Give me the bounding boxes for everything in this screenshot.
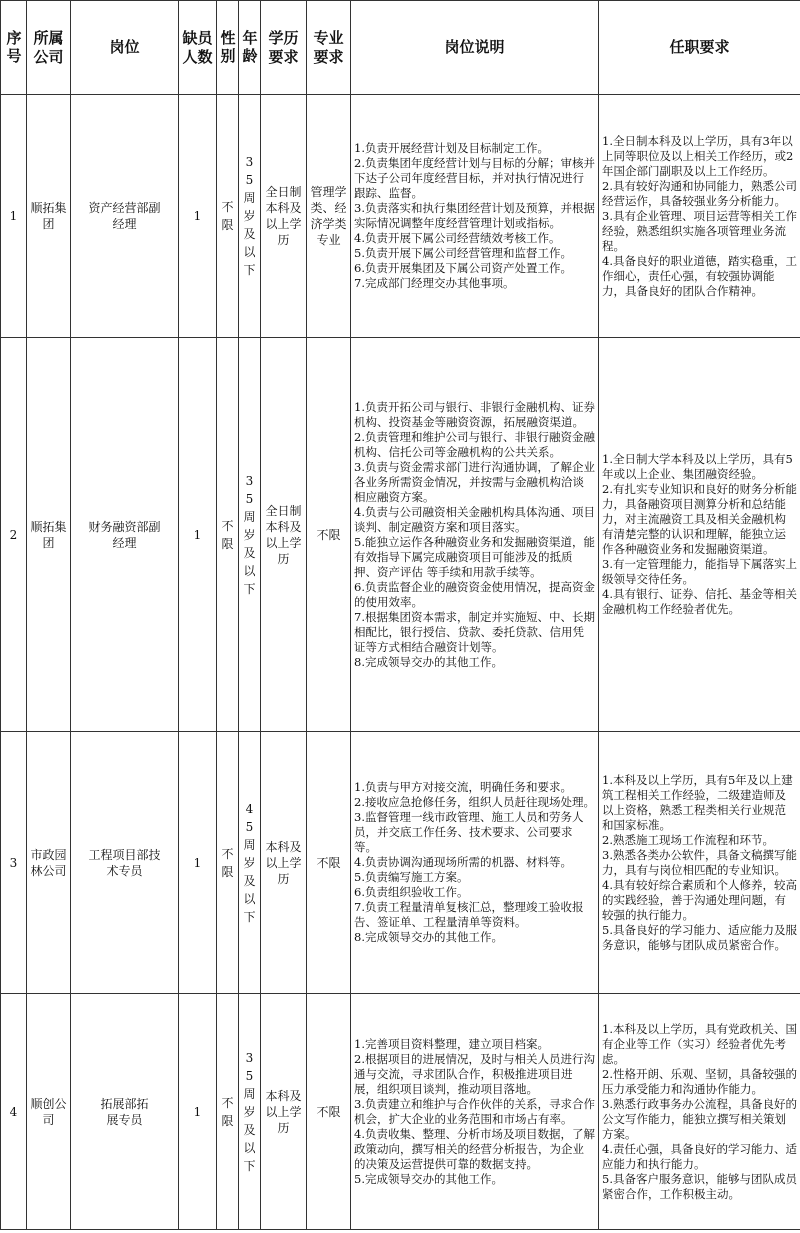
duty-item: 4.负责收集、整理、分析市场及项目数据，了解政策动向，撰写相关的经营分析报告，为企业的决策及运营提供可靠的数据支持。 [354, 1126, 595, 1171]
requirement-item: 3.熟悉行政事务办公流程，具备良好的公文写作能力，能独立撰写相关策划方案。 [602, 1096, 797, 1141]
company-cell: 顺创公司 [27, 994, 71, 1230]
duty-item: 5.负责开展下属公司经营管理和监督工作。 [354, 246, 572, 260]
requirement-item: 1.本科及以上学历，具有党政机关、国有企业等工作（实习）经验者优先考虑。 [602, 1021, 797, 1066]
duties-cell [351, 732, 599, 994]
duty-item: 5.负责编写施工方案。 [354, 870, 469, 884]
row-number: 3 [1, 732, 27, 994]
requirements-cell [599, 338, 800, 732]
requirement-item: 4.具备良好的职业道德，踏实稳重，工作细心，责任心强，有较强协调能力，具备良好的团队合作精神。 [602, 253, 797, 298]
row-number: 2 [1, 338, 27, 732]
table-row [1, 95, 800, 338]
header-cell: 专业要求 [307, 1, 351, 95]
company-cell: 市政园林公司 [27, 732, 71, 994]
gender-cell: 不限 [217, 994, 239, 1230]
gender-cell: 不限 [217, 95, 239, 338]
duty-item: 8.完成领导交办的其他工作。 [354, 930, 503, 944]
requirement-item: 4.具有较好综合素质和个人修养，较高的实践经验，善于沟通处理问题，有较强的执行能力。 [602, 877, 797, 922]
header-cell: 性别 [217, 1, 239, 95]
age-cell: 35周岁及以下 [239, 994, 261, 1230]
duty-item: 2.负责管理和维护公司与银行、非银行融资金融机构、信托公司等金融机构的公共关系。 [354, 429, 595, 459]
requirement-item: 1.全日制大学本科及以上学历，具有5年或以上企业、集团融资经验。 [602, 452, 793, 481]
duty-item: 2.根据项目的进展情况，及时与相关人员进行沟通与交流，寻求团队合作，积极推进项目进展，组织项目谈判，推动项目落地。 [354, 1051, 595, 1096]
duties-cell [351, 994, 599, 1230]
header-cell: 岗位说明 [351, 1, 599, 95]
duty-item: 3.负责与资金需求部门进行沟通协调，了解企业各业务所需资金情况，并按需与金融机构洽谈相应融资方案。 [354, 459, 595, 504]
duty-item: 1.完善项目资料整理，建立项目档案。 [354, 1036, 549, 1051]
requirement-item: 4.具有银行、证券、信托、基金等相关金融机构工作经验者优先。 [602, 587, 797, 616]
duty-item: 3.负责落实和执行集团经营计划及预算，并根据实际情况调整年度经营管理计划或指标。 [354, 201, 595, 230]
education-cell: 本科及以上学历 [261, 732, 307, 994]
header-cell: 序号 [1, 1, 27, 95]
duty-item: 1.负责开展经营计划及目标制定工作。 [354, 141, 549, 155]
requirement-item: 4.责任心强，具备良好的学习能力、适应能力和执行能力。 [602, 1141, 797, 1171]
major-cell: 不限 [307, 338, 351, 732]
requirements-cell [599, 95, 800, 338]
duty-item: 7.根据集团资本需求，制定并实施短、中、长期相配比，银行授信、贷款、委托贷款、信用凭证等方式相结合融资计划等。 [354, 609, 595, 654]
position-cell: 工程项目部技术专员 [71, 732, 179, 994]
header-cell: 岗位 [71, 1, 179, 95]
header-row [1, 1, 800, 95]
age-cell: 45周岁及以下 [239, 732, 261, 994]
position-cell: 资产经营部副经理 [71, 95, 179, 338]
requirement-item: 3.有一定管理能力，能指导下属落实上级领导交待任务。 [602, 557, 797, 586]
duty-item: 6.负责开展集团及下属公司资产处置工作。 [354, 261, 572, 275]
duty-item: 1.负责与甲方对接交流，明确任务和要求。 [354, 780, 572, 794]
duty-item: 4.负责开展下属公司经营绩效考核工作。 [354, 231, 561, 245]
requirement-item: 3.具有企业管理、项目运营等相关工作经验，熟悉组织实施各项管理业务流程。 [602, 208, 797, 253]
major-cell: 管理学类、经济学类专业 [307, 95, 351, 338]
gender-cell: 不限 [217, 732, 239, 994]
vacancies-cell: 1 [179, 994, 217, 1230]
header-cell: 任职要求 [599, 1, 800, 95]
table-row [1, 732, 800, 994]
duty-item: 2.接收应急抢修任务，组织人员赶往现场处理。 [354, 795, 595, 809]
duty-item: 1.负责开拓公司与银行、非银行金融机构、证券机构、投资基金等融资资源，拓展融资渠道。 [354, 399, 595, 429]
major-cell: 不限 [307, 994, 351, 1230]
duty-item: 5.完成领导交办的其他工作。 [354, 1171, 503, 1186]
requirements-cell [599, 732, 800, 994]
duty-item: 8.完成领导交办的其他工作。 [354, 654, 503, 669]
duties-cell [351, 338, 599, 732]
position-cell: 拓展部拓展专员 [71, 994, 179, 1230]
header-cell: 缺员人数 [179, 1, 217, 95]
education-cell: 本科及以上学历 [261, 994, 307, 1230]
requirement-item: 5.具备客户服务意识，能够与团队成员紧密合作，工作积极主动。 [602, 1171, 797, 1201]
company-cell: 顺拓集团 [27, 95, 71, 338]
duty-item: 4.负责协调沟通现场所需的机器、材料等。 [354, 855, 572, 869]
row-number: 4 [1, 994, 27, 1230]
duties-cell [351, 95, 599, 338]
header-cell: 所属公司 [27, 1, 71, 95]
duty-item: 4.负责与公司融资相关金融机构具体沟通、项目谈判、制定融资方案和项目落实。 [354, 504, 595, 534]
duty-item: 3.监督管理一线市政管理、施工人员和劳务人员，并交底工作任务、技术要求、公司要求等。 [354, 810, 584, 854]
table-row [1, 338, 800, 732]
requirement-item: 3.熟悉各类办公软件，具备文稿撰写能力，具有与岗位相匹配的专业知识。 [602, 847, 797, 877]
major-cell: 不限 [307, 732, 351, 994]
requirement-item: 5.具备良好的学习能力、适应能力及服务意识，能够与团队成员紧密合作。 [602, 922, 797, 952]
header-cell: 年龄 [239, 1, 261, 95]
requirement-item: 2.熟悉施工现场工作流程和环节。 [602, 832, 774, 847]
duty-item: 6.负责监督企业的融资资金使用情况，提高资金的使用效率。 [354, 579, 595, 609]
requirements-cell [599, 994, 800, 1230]
education-cell: 全日制本科及以上学历 [261, 338, 307, 732]
requirement-item: 1.本科及以上学历，具有5年及以上建筑工程相关工作经验，二级建造师及以上资格，熟悉工程类相关行业规范和国家标准。 [602, 772, 793, 832]
vacancies-cell: 1 [179, 338, 217, 732]
gender-cell: 不限 [217, 338, 239, 732]
requirement-item: 2.具有较好沟通和协同能力，熟悉公司经营运作，具备较强业务分析能力。 [602, 178, 797, 208]
requirement-item: 2.性格开朗、乐观、坚韧，具备较强的压力承受能力和沟通协作能力。 [602, 1066, 797, 1096]
duty-item: 6.负责组织验收工作。 [354, 885, 469, 899]
age-cell: 35周岁及以下 [239, 338, 261, 732]
company-cell: 顺拓集团 [27, 338, 71, 732]
duty-item: 7.完成部门经理交办其他事项。 [354, 276, 515, 290]
duty-item: 5.能独立运作各种融资业务和发掘融资渠道，能有效指导下属完成融资项目可能涉及的抵质押、资产评估 等手续和用款手续等。 [354, 534, 595, 579]
requirement-item: 1.全日制本科及以上学历，具有3年以上同等职位及以上相关工作经历，或2年国企部门副职及以上工作经历。 [602, 133, 794, 178]
table-row [1, 994, 800, 1230]
vacancies-cell: 1 [179, 732, 217, 994]
position-cell: 财务融资部副经理 [71, 338, 179, 732]
education-cell: 全日制本科及以上学历 [261, 95, 307, 338]
header-cell: 学历要求 [261, 1, 307, 95]
duty-item: 2.负责集团年度经营计划与目标的分解；审核并下达子公司年度经营目标，并对执行情况进行跟踪、监督。 [354, 156, 595, 200]
duty-item: 7.负责工程量清单复核汇总，整理竣工验收报告、签证单、工程量清单等资料。 [354, 900, 584, 929]
age-cell: 35周岁及以下 [239, 95, 261, 338]
vacancies-cell: 1 [179, 95, 217, 338]
requirement-item: 2.有扎实专业知识和良好的财务分析能力，具备融资项目测算分析和总结能力，对主流融资工具及相关金融机构有清楚完整的认识和理解，能独立运作各种融资业务和发掘融资渠道。 [602, 482, 797, 556]
row-number: 1 [1, 95, 27, 338]
duty-item: 3.负责建立和维护与合作伙伴的关系，寻求合作机会，扩大企业的业务范围和市场占有率。 [354, 1096, 595, 1126]
